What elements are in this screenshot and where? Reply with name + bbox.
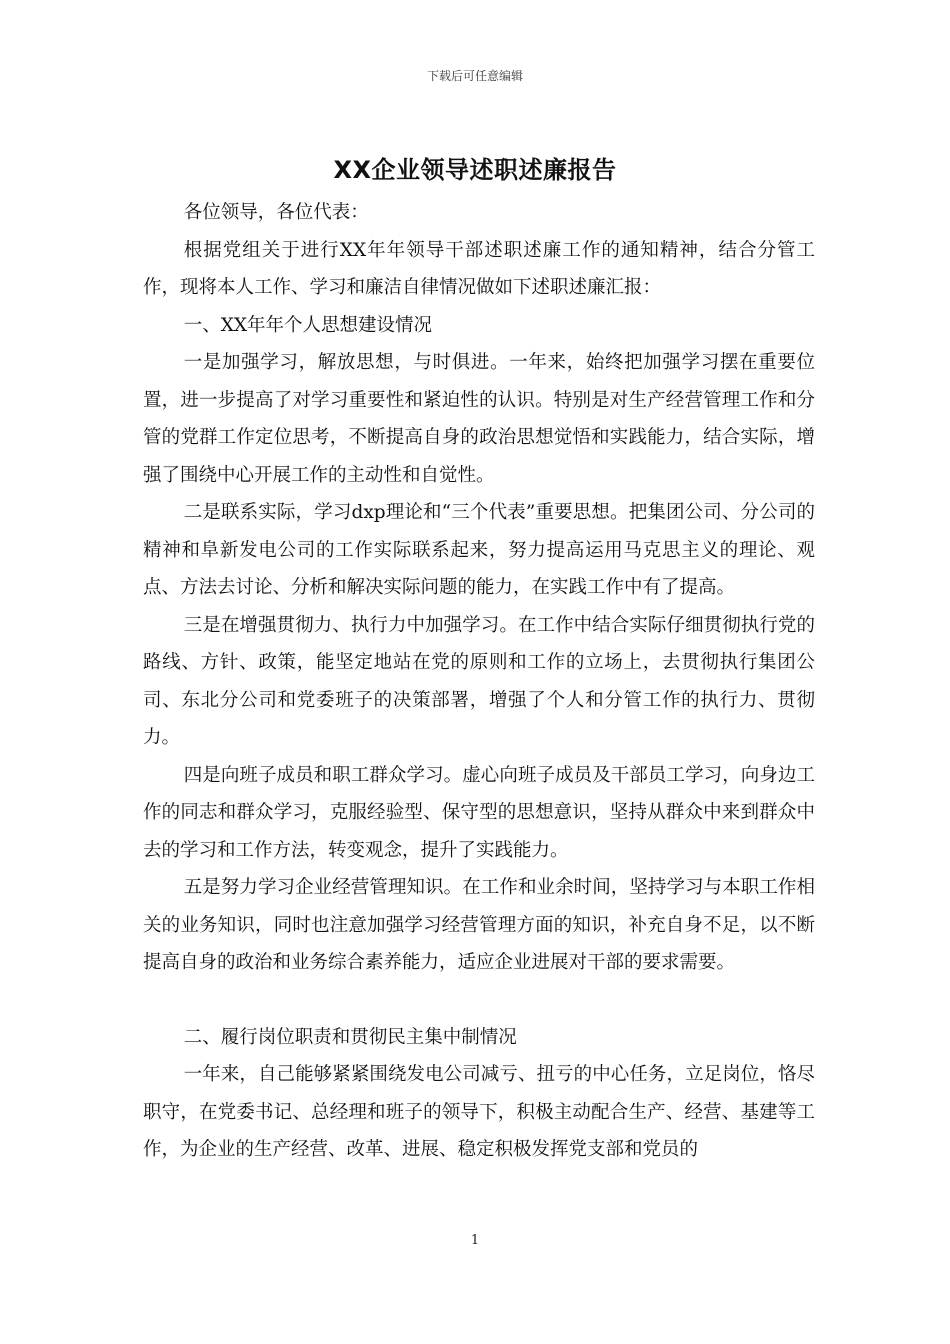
section-heading-1: 一、XX年年个人思想建设情况	[183, 314, 433, 336]
document-body	[143, 194, 815, 1169]
paragraph-point-4: 四是向班子成员和职工群众学习。虚心向班子成员及干部员工学习，向身边工作的同志和群众学习，克服经验型、保守型的思想意识，坚持从群众中来到群众中去的学习和工作方法，转变观念，提升了实践能力。	[143, 764, 815, 861]
section-heading-2: 二、履行岗位职责和贯彻民主集中制情况	[183, 1026, 517, 1048]
paragraph-intro: 根据党组关于进行XX年年领导干部述职述廉工作的通知精神，结合分管工作，现将本人工作、学习和廉洁自律情况做如下述职述廉汇报：	[143, 239, 815, 298]
salutation: 各位领导，各位代表：	[183, 202, 369, 223]
paragraph-point-2: 二是联系实际，学习dxp理论和“三个代表”重要思想。把集团公司、分公司的精神和阜新发电公司的工作实际联系起来，努力提高运用马克思主义的理论、观点、方法去讨论、分析和解决实际问题的能力，在实践工作中有了提高。	[143, 502, 815, 598]
header-note: 下载后可任意编辑	[426, 69, 523, 83]
paragraph-duties: 一年来，自己能够紧紧围绕发电公司减亏、扭亏的中心任务，立足岗位，恪尽职守，在党委书记、总经理和班子的领导下，积极主动配合生产、经营、基建等工作，为企业的生产经营、改革、进展、稳定积极发挥党支部和党员的	[143, 1064, 815, 1160]
page-number: 1	[470, 1233, 480, 1248]
paragraph-point-3: 三是在增强贯彻力、执行力中加强学习。在工作中结合实际仔细贯彻执行党的路线、方针、政策，能坚定地站在党的原则和工作的立场上，去贯彻执行集团公司、东北分公司和党委班子的决策部署，增强了个人和分管工作的执行力、贯彻力。	[143, 614, 815, 748]
document-title: XX企业领导述职述廉报告	[333, 156, 617, 184]
paragraph-point-5: 五是努力学习企业经营管理知识。在工作和业余时间，坚持学习与本职工作相关的业务知识，同时也注意加强学习经营管理方面的知识，补充自身不足，以不断提高自身的政治和业务综合素养能力，适应企业进展对干部的要求需要。	[143, 877, 815, 973]
paragraph-point-1: 一是加强学习，解放思想，与时俱进。一年来，始终把加强学习摆在重要位置，进一步提高了对学习重要性和紧迫性的认识。特别是对生产经营管理工作和分管的党群工作定位思考，不断提高自身的政治思想觉悟和实践能力，结合实际，增强了围绕中心开展工作的主动性和自觉性。	[143, 352, 815, 486]
